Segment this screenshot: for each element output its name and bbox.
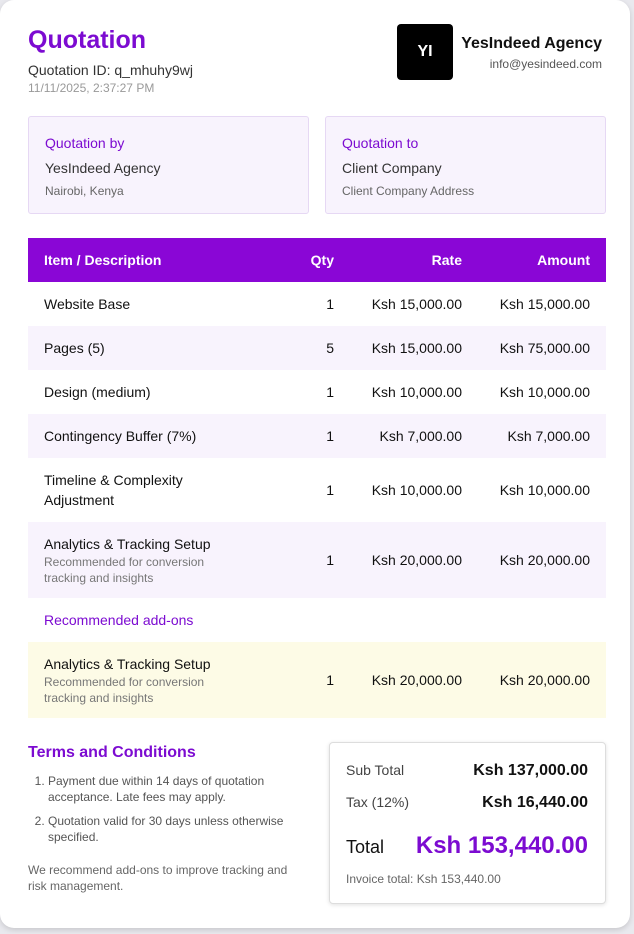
agency-logo: YI — [397, 24, 453, 80]
table-header — [28, 238, 606, 282]
quotation-by-address: Nairobi, Kenya — [45, 184, 124, 198]
item-qty: 1 — [326, 428, 334, 444]
addons-section-label — [28, 598, 606, 642]
item-description: Timeline & Complexity Adjustment — [44, 472, 183, 508]
total-value: Ksh 153,440.00 — [415, 832, 588, 859]
header-rate: Rate — [431, 252, 462, 268]
addon-description-block — [44, 654, 244, 706]
quotation-by-label: Quotation by — [45, 135, 125, 151]
item-description: Website Base — [44, 296, 131, 312]
item-amount: Ksh 10,000.00 — [499, 482, 590, 498]
invoice-total: Invoice total: Ksh 153,440.00 — [346, 872, 501, 886]
table-row — [28, 370, 606, 414]
agency-email: info@yesindeed.com — [489, 57, 602, 71]
item-description: Analytics & Tracking Setup — [44, 536, 211, 552]
header-qty: Qty — [310, 252, 334, 268]
item-rate: Ksh 7,000.00 — [379, 428, 462, 444]
item-qty: 1 — [326, 482, 334, 498]
item-qty: 1 — [326, 552, 334, 568]
subtotal-value: Ksh 137,000.00 — [473, 762, 588, 779]
item-description: Design (medium) — [44, 384, 151, 400]
total-label: Total — [346, 837, 385, 857]
addon-amount: Ksh 20,000.00 — [499, 672, 590, 688]
terms-item: 2. Quotation valid for 30 days unless otherwise specified. — [48, 813, 298, 845]
tax-value: Ksh 16,440.00 — [482, 794, 588, 811]
totals-card — [329, 742, 606, 904]
header-description: Item / Description — [44, 252, 162, 268]
item-description-block — [44, 534, 244, 586]
quotation-to-label: Quotation to — [342, 135, 419, 151]
item-amount: Ksh 7,000.00 — [507, 428, 590, 444]
item-amount: Ksh 20,000.00 — [499, 552, 590, 568]
terms-note: We recommend add-ons to improve tracking and risk management. — [28, 863, 288, 893]
item-amount: Ksh 10,000.00 — [499, 384, 590, 400]
page-title: Quotation — [28, 26, 147, 54]
quotation-to-name: Client Company — [342, 160, 442, 176]
table-row — [28, 458, 606, 522]
quotation-by-card — [28, 116, 309, 214]
subtotal-label: Sub Total — [346, 762, 405, 778]
item-rate: Ksh 20,000.00 — [371, 552, 462, 568]
item-rate: Ksh 15,000.00 — [371, 340, 462, 356]
addons-label: Recommended add-ons — [44, 612, 194, 628]
terms-item: 1. Payment due within 14 days of quotation acceptance. Late fees may apply. — [48, 773, 298, 805]
addon-note: Recommended for conversion tracking and insights — [44, 675, 205, 705]
item-description: Pages (5) — [44, 340, 105, 356]
quotation-date: 11/11/2025, 2:37:27 PM — [28, 81, 155, 95]
terms-title: Terms and Conditions — [28, 744, 196, 761]
agency-name: YesIndeed Agency — [461, 35, 602, 52]
item-description: Contingency Buffer (7%) — [44, 428, 197, 444]
item-rate: Ksh 10,000.00 — [371, 482, 462, 498]
addon-rate: Ksh 20,000.00 — [371, 672, 462, 688]
quotation-to-address: Client Company Address — [342, 184, 475, 198]
item-note: Recommended for conversion tracking and insights — [44, 555, 205, 585]
table-row — [28, 326, 606, 370]
quotation-id: Quotation ID: q_mhuhy9wj — [28, 62, 193, 78]
table-row — [28, 414, 606, 458]
tax-label: Tax (12%) — [346, 794, 410, 810]
quotation-to-card — [325, 116, 606, 214]
item-qty: 1 — [326, 384, 334, 400]
line-items-table — [28, 238, 606, 718]
item-rate: Ksh 10,000.00 — [371, 384, 462, 400]
table-row — [28, 282, 606, 326]
terms-list — [28, 773, 298, 853]
item-rate: Ksh 15,000.00 — [371, 296, 462, 312]
header-amount: Amount — [537, 252, 590, 268]
table-row — [28, 522, 606, 598]
addon-description: Analytics & Tracking Setup — [44, 656, 211, 672]
item-amount: Ksh 15,000.00 — [499, 296, 590, 312]
addon-row — [28, 642, 606, 718]
quotation-by-name: YesIndeed Agency — [45, 160, 161, 176]
item-qty: 5 — [326, 340, 334, 356]
addon-qty: 1 — [326, 672, 334, 688]
item-amount: Ksh 75,000.00 — [499, 340, 590, 356]
item-qty: 1 — [326, 296, 334, 312]
